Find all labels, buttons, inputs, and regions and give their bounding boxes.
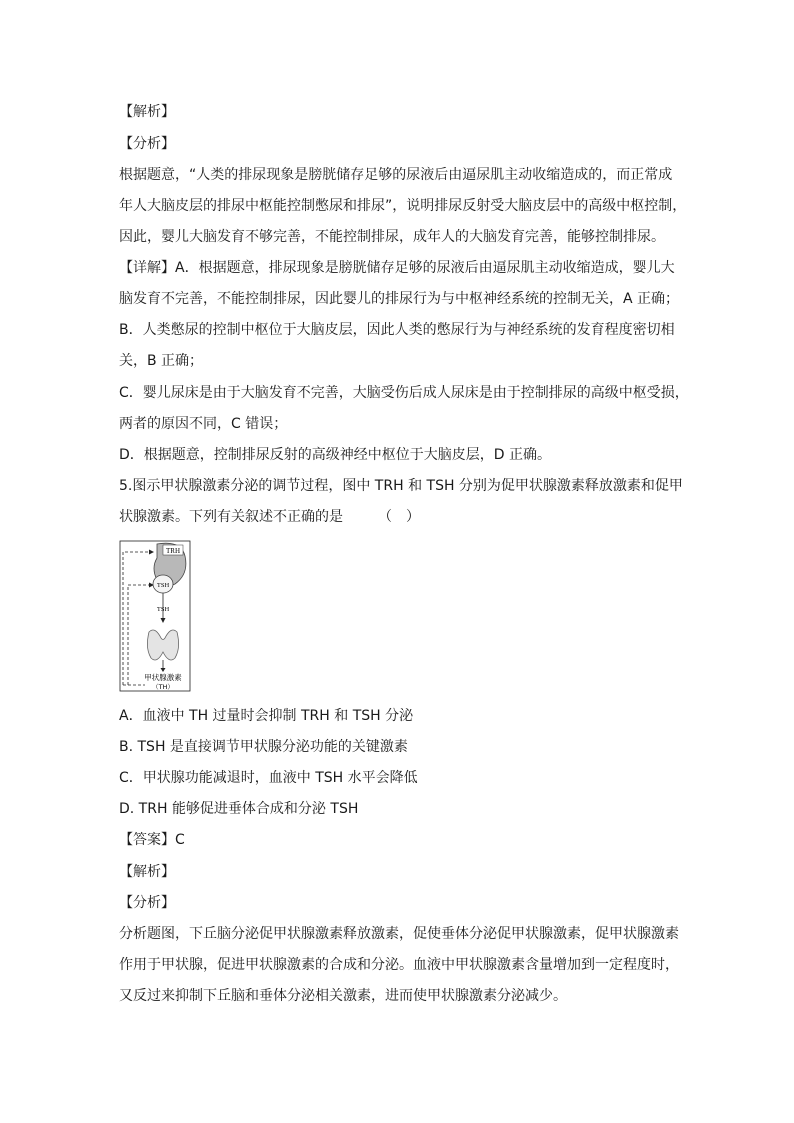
feedback-line-inner: [128, 585, 149, 685]
analysis-text-line: 又反过来抑制下丘脑和垂体分泌相关激素，进而使甲状腺激素分泌减少。: [119, 988, 567, 1004]
feedback-line-outer: [123, 552, 149, 685]
analysis-text-line: 因此，婴儿大脑发育不够完善，不能控制排尿，成年人的大脑发育完善，能够控制排尿。: [119, 229, 665, 245]
detail-text-line: D．根据题意，控制排尿反射的高级神经中枢位于大脑皮层，D 正确。: [119, 447, 552, 463]
analysis-text-line: 根据题意，“人类的排尿现象是膀胱储存足够的尿液后由逼尿肌主动收缩造成的，而正常成: [119, 167, 673, 183]
th-name-label: 甲状腺激素: [144, 673, 182, 682]
detail-text-line: B．人类憋尿的控制中枢位于大脑皮层，因此人类的憋尿行为与神经系统的发育程度密切相: [119, 322, 675, 338]
detail-text-line: 【详解】A．根据题意，排尿现象是膀胱储存足够的尿液后由逼尿肌主动收缩造成，婴儿大: [119, 260, 675, 276]
detail-text-line: 关，B 正确；: [119, 353, 204, 369]
section-heading-fenxi: 【分析】: [119, 136, 175, 152]
th-abbr-label: （TH）: [152, 683, 174, 691]
detail-text-line: C．婴儿尿床是由于大脑发育不完善，大脑受伤后成人尿床是由于控制排尿的高级中枢受损，: [119, 385, 689, 401]
thyroid-regulation-diagram: [119, 540, 191, 692]
option-c: C．甲状腺功能减退时，血液中 TSH 水平会降低: [119, 770, 418, 786]
analysis-text-line: 分析题图，下丘脑分泌促甲状腺激素释放激素，促使垂体分泌促甲状腺激素，促甲状腺激素: [119, 926, 679, 942]
feedback-arrowhead-outer: [149, 550, 154, 555]
answer-line: 【答案】C: [119, 832, 185, 848]
section-heading-jiexi: 【解析】: [119, 104, 175, 120]
detail-text-line: 脑发育不完善，不能控制排尿，因此婴儿的排尿行为与中枢神经系统的控制无关，A 正确；: [119, 291, 680, 307]
option-a: A．血液中 TH 过量时会抑制 TRH 和 TSH 分泌: [119, 708, 414, 724]
tsh-label: TSH: [156, 606, 170, 613]
analysis-text-line: 作用于甲状腺，促进甲状腺激素的合成和分泌。血液中甲状腺激素含量增加到一定程度时，: [119, 957, 679, 973]
pituitary-tsh-label: TSH: [156, 582, 170, 589]
option-d: D. TRH 能够促进垂体合成和分泌 TSH: [119, 801, 359, 817]
option-b: B. TSH 是直接调节甲状腺分泌功能的关键激素: [119, 739, 408, 755]
detail-text-line: 两者的原因不同，C 错误；: [119, 416, 288, 432]
question-stem-line: 5.图示甲状腺激素分泌的调节过程，图中 TRH 和 TSH 分别为促甲状腺激素释放激素和促甲: [119, 478, 683, 494]
analysis-text-line: 年人大脑皮层的排尿中枢能控制憋尿和排尿”，说明排尿反射受大脑皮层中的高级中枢控制，: [119, 198, 687, 214]
question-stem-line: 状腺激素。下列有关叙述不正确的是 （ ）: [119, 509, 420, 525]
trh-label: TRH: [166, 547, 180, 555]
th-arrowhead: [161, 668, 166, 672]
thyroid-gland-shape: [147, 630, 178, 660]
section-heading-jiexi: 【解析】: [119, 864, 175, 880]
tsh-arrowhead: [161, 618, 166, 623]
section-heading-fenxi: 【分析】: [119, 895, 175, 911]
